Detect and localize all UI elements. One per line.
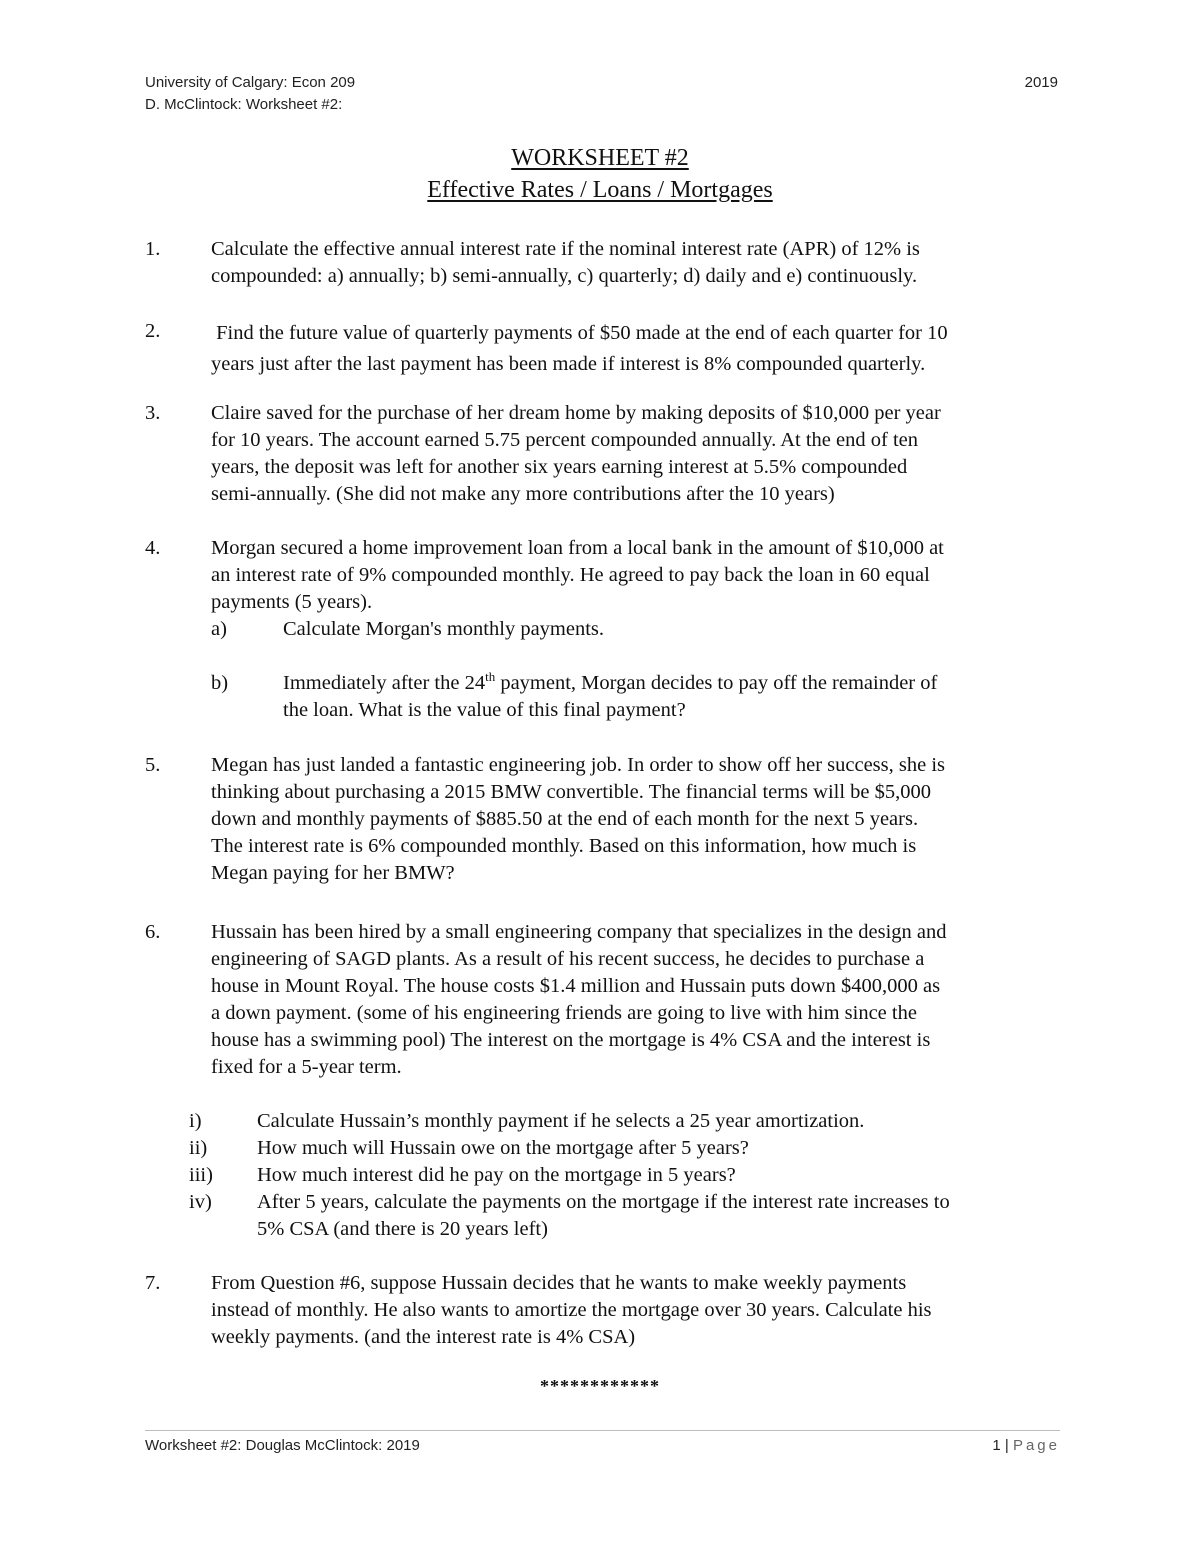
question-7 [145,1270,1065,1351]
title-block [0,142,1200,206]
question-line: payments (5 years). [211,591,373,613]
question-line: fixed for a 5-year term. [211,1056,402,1078]
question-line: compounded: a) annually; b) semi-annually, c) quarterly; d) daily and e) continuously. [211,265,918,287]
header-year: 2019 [1024,74,1058,91]
question-line: Morgan secured a home improvement loan from a local bank in the amount of $10,000 at [211,537,944,559]
document-title: WORKSHEET #2 [511,145,689,171]
header-course: University of Calgary: Econ 209 [145,74,356,91]
question-line: an interest rate of 9% compounded monthly. He agreed to pay back the loan in 60 equal [211,564,930,586]
question-line: weekly payments. (and the interest rate is 4% CSA) [211,1326,636,1348]
part-label: iii) [189,1164,213,1186]
part-line: After 5 years, calculate the payments on the mortgage if the interest rate increases to [257,1191,950,1213]
part-line: Calculate Morgan's monthly payments. [283,618,605,640]
part-label: ii) [189,1137,208,1159]
page-footer [145,1437,1060,1454]
question-line: down and monthly payments of $885.50 at the end of each month for the next 5 years. [211,808,919,830]
question-number: 6. [145,921,161,943]
question-4-part-a [211,616,1065,643]
part-line: How much will Hussain owe on the mortgage after 5 years? [257,1137,749,1159]
question-6 [145,919,1065,1081]
part-line: How much interest did he pay on the mortgage in 5 years? [257,1164,736,1186]
page-label: Page [1012,1437,1060,1454]
ordinal-superscript: th [485,669,496,685]
question-line: for 10 years. The account earned 5.75 percent compounded annually. At the end of ten [211,429,918,451]
question-number: 4. [145,537,161,559]
question-line: From Question #6, suppose Hussain decides that he wants to make weekly payments [211,1272,907,1294]
question-line: instead of monthly. He also wants to amortize the mortgage over 30 years. Calculate his [211,1299,932,1321]
question-line: thinking about purchasing a 2015 BMW convertible. The financial terms will be $5,000 [211,781,932,803]
part-label: i) [189,1110,202,1132]
question-number: 7. [145,1272,161,1294]
document-subtitle: Effective Rates / Loans / Mortgages [427,177,773,203]
question-1 [145,236,1065,290]
part-line: Calculate Hussain’s monthly payment if he selects a 25 year amortization. [257,1110,865,1132]
question-line: Claire saved for the purchase of her dream home by making deposits of $10,000 per year [211,402,941,424]
question-line: Megan has just landed a fantastic engineering job. In order to show off her success, she is [211,754,946,776]
question-number: 1. [145,238,161,260]
footer-text: Worksheet #2: Douglas McClintock: 2019 [145,1437,420,1454]
question-line: a down payment. (some of his engineering friends are going to live with him since the [211,1002,917,1024]
footer-divider [145,1430,1060,1431]
question-6-part-ii [189,1135,1065,1162]
question-number: 3. [145,402,161,424]
question-line: Megan paying for her BMW? [211,862,455,884]
question-3 [145,400,1065,508]
question-line: engineering of SAGD plants. As a result of his recent success, he decides to purchase a [211,948,925,970]
question-number: 2. [145,320,161,342]
question-line: house in Mount Royal. The house costs $1.4 million and Hussain puts down $400,000 as [211,975,941,997]
part-line: 5% CSA (and there is 20 years left) [257,1218,548,1240]
question-line: Calculate the effective annual interest rate if the nominal interest rate (APR) of 12% is [211,238,920,260]
part-label: a) [211,618,227,640]
question-line: Hussain has been hired by a small engineering company that specializes in the design and [211,921,947,943]
question-line: house has a swimming pool) The interest on the mortgage is 4% CSA and the interest is [211,1029,931,1051]
question-line: Find the future value of quarterly payments of $50 made at the end of each quarter for 10 [211,322,948,344]
question-line: years, the deposit was left for another six years earning interest at 5.5% compounded [211,456,908,478]
question-line: years just after the last payment has been made if interest is 8% compounded quarterly. [211,353,926,375]
end-separator: ************ [540,1376,660,1396]
question-4 [145,535,1065,616]
question-2 [145,318,1065,380]
page-divider: | [1004,1437,1009,1454]
question-5 [145,752,1065,887]
question-6-part-iii [189,1162,1065,1189]
question-6-part-i [189,1108,1065,1135]
part-line: Immediately after the 24th payment, Morgan decides to pay off the remainder of [283,669,938,694]
question-6-part-iv [189,1189,1065,1243]
page-number: 1 [992,1437,1001,1454]
page-indicator [992,1437,1060,1454]
page-header [145,74,1058,91]
part-line: the loan. What is the value of this final payment? [283,699,686,721]
question-line: semi-annually. (She did not make any more contributions after the 10 years) [211,483,835,505]
part-label: iv) [189,1191,212,1213]
part-label: b) [211,672,229,694]
header-author: D. McClintock: Worksheet #2: [145,96,343,113]
question-number: 5. [145,754,161,776]
question-4-part-b [211,670,1065,724]
question-line: The interest rate is 6% compounded monthly. Based on this information, how much is [211,835,917,857]
